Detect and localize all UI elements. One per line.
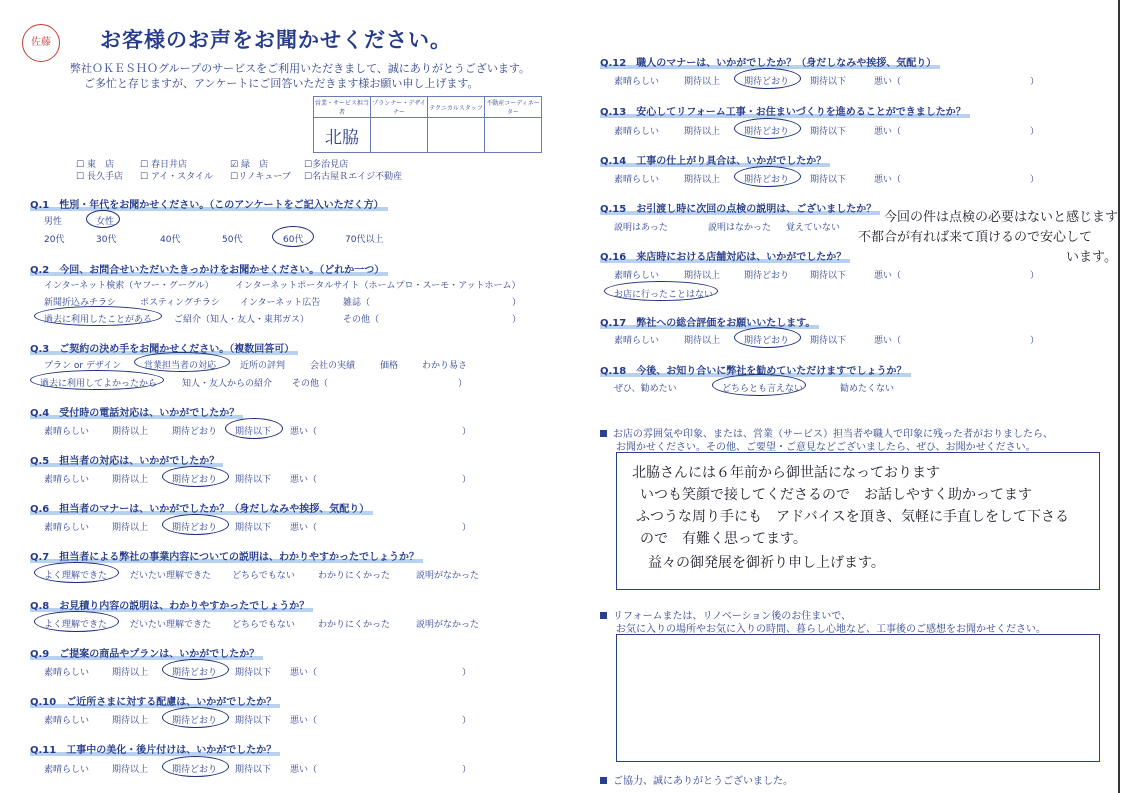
store-checkbox[interactable]: ☐名古屋Ｒエイジ不動産 <box>304 172 403 182</box>
option: ） <box>512 315 522 325</box>
rating-option[interactable]: 期待以下 <box>810 77 847 87</box>
option[interactable]: 営業担当者の対応 <box>144 361 217 371</box>
seal-stamp: 佐藤 <box>22 24 60 62</box>
option[interactable]: インターネットポータルサイト（ホームプロ・スーモ・アットホーム） <box>235 281 521 291</box>
rating-option[interactable]: 素晴らしい <box>614 336 660 346</box>
rating-option: ） <box>1030 271 1040 281</box>
answer-circle <box>734 166 801 187</box>
option[interactable]: 説明はあった <box>614 223 668 233</box>
rating-option[interactable]: 悪い（ <box>874 127 902 137</box>
question-4: Q.4 受付時の電話対応は、いかがでしたか？ <box>30 404 243 419</box>
rating-option: ） <box>462 716 472 726</box>
store-checkbox[interactable]: ☐ 長久手店 <box>76 172 123 182</box>
rating-option[interactable]: 期待以上 <box>112 475 149 485</box>
rating-option: ） <box>462 668 472 678</box>
rating-option[interactable]: 悪い（ <box>874 271 902 281</box>
question-6: Q.6 担当者のマナーは、いかがでしたか？（身だしなみや挨拶、気配り） <box>30 500 373 515</box>
footer-thanks: ご協力、誠にありがとうございました。 <box>600 772 793 787</box>
rating-option[interactable]: 悪い（ <box>290 475 318 485</box>
intro-line-2: ご多忙と存じますが、アンケートにご回答いただきます様お願い申し上げます。 <box>84 77 479 90</box>
option[interactable]: 過去に利用してよかったから <box>40 379 158 389</box>
option[interactable]: 説明はなかった <box>708 223 772 233</box>
comment-section-label-2: お聞かせください。その他、ご要望・ご意見などございましたら、ぜひ、お聞かせください。 <box>616 442 1036 453</box>
answer-circle <box>734 68 801 89</box>
rating-option: ） <box>462 475 472 485</box>
answer-circle <box>162 707 229 728</box>
rating-option[interactable]: 期待以上 <box>684 336 721 346</box>
option[interactable]: 価格 <box>380 361 399 371</box>
rating-option[interactable]: 説明がなかった <box>416 571 480 581</box>
store-checkbox[interactable]: ☐多治見店 <box>304 160 349 170</box>
intro-line-1: 弊社ＯＫＥＳＨＯグループのサービスをご利用いただきまして、誠にありがとうございます。 <box>70 62 531 75</box>
question-11: Q.11 工事中の美化・後片付けは、いかがでしたか？ <box>30 741 280 756</box>
staff-header: テクニカルスタッフ <box>428 97 485 118</box>
rating-option: ） <box>1030 127 1040 137</box>
staff-tech-name[interactable] <box>428 118 485 153</box>
option[interactable]: 過去に利用したことがある <box>44 315 153 325</box>
answer-circle <box>734 327 801 348</box>
rating-option[interactable]: だいたい理解できた <box>130 571 212 581</box>
rating-option: ） <box>462 427 472 437</box>
question-9: Q.9 ご提案の商品やプランは、いかがでしたか？ <box>30 645 263 660</box>
option[interactable]: 覚えていない <box>786 223 841 233</box>
handwritten-note: います。 <box>1066 250 1117 265</box>
rating-option[interactable]: 期待どおり <box>744 127 790 137</box>
rating-option[interactable]: 素晴らしい <box>44 523 90 533</box>
rating-option[interactable]: 素晴らしい <box>44 475 90 485</box>
rating-option[interactable]: 素晴らしい <box>44 427 90 437</box>
rating-option[interactable]: 期待以上 <box>684 175 721 185</box>
comment-line: 北脇さんには６年前から御世話になっております <box>632 465 940 481</box>
answer-circle <box>734 118 801 139</box>
question-16: Q.16 来店時における店舗対応は、いかがでしたか？ <box>600 248 850 263</box>
staff-planner-name[interactable] <box>371 118 428 153</box>
rating-option[interactable]: 期待以上 <box>112 668 149 678</box>
rating-option[interactable]: 説明がなかった <box>416 620 480 630</box>
option: ） <box>458 379 468 389</box>
option[interactable]: 知人・友人からの紹介 <box>182 379 273 389</box>
rating-option[interactable]: 期待どおり <box>172 765 218 775</box>
option[interactable]: 男性 <box>44 217 63 227</box>
rating-option[interactable]: 悪い（ <box>290 716 318 726</box>
impression-section-label-2: お気に入りの場所やお気に入りの時間、暮らし心地など、工事後のご感想をお聞かせください。 <box>616 624 1046 635</box>
staff-header: 不動産コーディネーター <box>485 97 542 118</box>
scan-edge <box>1118 0 1120 793</box>
rating-option[interactable]: 悪い（ <box>874 77 902 87</box>
option[interactable]: ぜひ、勧めたい <box>614 384 677 394</box>
rating-option[interactable]: 期待以上 <box>684 77 721 87</box>
rating-option[interactable]: わかりにくかった <box>318 571 391 581</box>
rating-option[interactable]: 期待どおり <box>744 175 790 185</box>
rating-option[interactable]: 期待どおり <box>172 427 218 437</box>
answer-circle <box>134 352 230 372</box>
option[interactable]: インターネット検索（ヤフー・グーグル） <box>44 281 214 291</box>
question-15: Q.15 お引渡し時に次回の点検の説明は、ございましたか？ <box>600 200 880 215</box>
option[interactable]: 20代 <box>44 235 65 245</box>
comment-section-label: お店の雰囲気や印象、または、営業（サービス）担当者や職人で印象に残った者がおりましたら、 <box>600 425 1053 440</box>
option[interactable]: わかり易さ <box>422 361 468 371</box>
rating-option[interactable]: 期待どおり <box>172 716 218 726</box>
option[interactable]: インターネット広告 <box>240 298 321 308</box>
option[interactable]: 会社の実績 <box>310 361 356 371</box>
handwritten-note: 不都合が有れば来て頂けるので安心して <box>858 230 1093 245</box>
answer-circle <box>162 466 229 487</box>
option[interactable]: その他（ <box>292 379 329 389</box>
question-13: Q.13 安心してリフォーム工事・お住まいづくりを進めることができましたか？ <box>600 103 970 118</box>
rating-option[interactable]: 悪い（ <box>290 523 318 533</box>
rating-option: ） <box>462 765 472 775</box>
store-checkbox-checked[interactable]: ☑ 緑 店 <box>230 160 268 170</box>
rating-option[interactable]: 期待どおり <box>744 271 790 281</box>
question-10: Q.10 ご近所さまに対する配慮は、いかがでしたか？ <box>30 693 280 708</box>
rating-option[interactable]: 期待以下 <box>235 716 272 726</box>
answer-circle <box>162 514 229 535</box>
option[interactable]: 50代 <box>222 235 243 245</box>
answer-circle <box>34 306 162 326</box>
rating-option[interactable]: 期待どおり <box>744 77 790 87</box>
handwritten-note: 今回の件は点検の必要はないと感じます <box>884 210 1119 225</box>
answer-circle <box>162 659 229 680</box>
rating-option[interactable]: 悪い（ <box>290 427 318 437</box>
store-checkbox[interactable]: ☐リノキューブ <box>230 172 291 182</box>
rating-option[interactable]: 期待以上 <box>112 427 149 437</box>
rating-option[interactable]: 悪い（ <box>874 175 902 185</box>
page-title: お客様のお声をお聞かせください。 <box>100 28 452 52</box>
rating-option[interactable]: 期待以下 <box>235 427 272 437</box>
answer-circle <box>712 374 806 396</box>
rating-option[interactable]: 期待以下 <box>235 475 272 485</box>
option[interactable]: 40代 <box>160 235 181 245</box>
rating-option[interactable]: どちらでもない <box>232 620 295 630</box>
question-1: Q.1 性別・年代をお聞かせください。（このアンケートをご記入いただく方） <box>30 196 388 211</box>
rating-option: ） <box>1030 175 1040 185</box>
store-checkbox[interactable]: ☐ 春日井店 <box>140 160 187 170</box>
rating-option[interactable]: 期待以下 <box>810 271 847 281</box>
option[interactable]: ご紹介（知人・友人・東邦ガス） <box>174 315 310 325</box>
rating-option[interactable]: 期待以下 <box>810 336 847 346</box>
impression-box[interactable] <box>616 634 1100 762</box>
rating-option[interactable]: 期待以下 <box>235 668 272 678</box>
question-2: Q.2 今回、お問合せいただいたきっかけをお聞かせください。（どれか一つ） <box>30 261 388 276</box>
question-3: Q.3 ご契約の決め手をお聞かせください。（複数回答可） <box>30 340 298 355</box>
rating-option[interactable]: 期待以下 <box>810 175 847 185</box>
staff-realestate-name[interactable] <box>485 118 542 153</box>
option[interactable]: どちらとも言えない <box>722 384 804 394</box>
rating-option[interactable]: 期待以上 <box>684 127 721 137</box>
comment-line: ので 有難く思ってます。 <box>640 531 807 547</box>
option[interactable]: 新聞折込みチラシ <box>44 298 117 308</box>
store-checkbox[interactable]: ☐ アイ・スタイル <box>140 172 213 182</box>
rating-option[interactable]: 期待以下 <box>810 127 847 137</box>
staff-sales-name[interactable]: 北脇 <box>314 118 371 153</box>
rating-option[interactable]: わかりにくかった <box>318 620 391 630</box>
option[interactable]: 女性 <box>96 217 115 227</box>
staff-table <box>313 96 542 153</box>
staff-header: プランナー・デザイナー <box>371 97 428 118</box>
comment-line: いつも笑顔で接してくださるので お話しやすく助かってます <box>640 487 1032 503</box>
rating-option[interactable]: 期待以下 <box>235 765 272 775</box>
rating-option[interactable]: 素晴らしい <box>614 175 660 185</box>
question-7: Q.7 担当者による弊社の事業内容についての説明は、わかりやすかったでしょうか？ <box>30 548 423 563</box>
question-17: Q.17 弊社への総合評価をお願いいたします。 <box>600 314 819 329</box>
staff-header: 営業・サービス担当者 <box>314 97 371 118</box>
rating-option[interactable]: 素晴らしい <box>614 127 660 137</box>
rating-option[interactable]: よく理解できた <box>44 571 108 581</box>
question-8: Q.8 お見積り内容の説明は、わかりやすかったでしょうか？ <box>30 597 313 612</box>
answer-circle <box>272 226 314 247</box>
answer-circle <box>34 562 119 583</box>
option[interactable]: 勧めたくない <box>840 384 895 394</box>
rating-option[interactable]: 素晴らしい <box>614 271 660 281</box>
question-14: Q.14 工事の仕上がり具合は、いかがでしたか？ <box>600 152 830 167</box>
rating-option[interactable]: 期待以上 <box>112 765 149 775</box>
question-5: Q.5 担当者の対応は、いかがでしたか？ <box>30 452 223 467</box>
option[interactable]: プラン or デザイン <box>44 361 122 371</box>
rating-option[interactable]: 素晴らしい <box>44 716 90 726</box>
rating-option[interactable]: 素晴らしい <box>44 668 90 678</box>
rating-option[interactable]: どちらでもない <box>232 571 295 581</box>
option[interactable]: 70代以上 <box>345 235 384 245</box>
option[interactable]: お店に行ったことはない <box>614 290 714 300</box>
question-18: Q.18 今後、お知り合いに弊社を勧めていただけますでしょうか？ <box>600 362 911 377</box>
option[interactable]: 30代 <box>96 235 117 245</box>
rating-option[interactable]: 期待どおり <box>172 523 218 533</box>
store-checkbox[interactable]: ☐ 東 店 <box>76 160 114 170</box>
comment-line: ふつうな周り手にも アドバイスを頂き、気軽に手直しをして下さる <box>636 509 1070 525</box>
option[interactable]: ポスティングチラシ <box>140 298 220 308</box>
option[interactable]: 雑誌（ <box>343 298 371 308</box>
option: ） <box>512 298 522 308</box>
rating-option[interactable]: 素晴らしい <box>44 765 90 775</box>
rating-option[interactable]: だいたい理解できた <box>130 620 212 630</box>
rating-option[interactable]: よく理解できた <box>44 620 108 630</box>
answer-circle <box>162 756 229 777</box>
rating-option: ） <box>462 523 472 533</box>
option[interactable]: その他（ <box>343 315 380 325</box>
option[interactable]: 近所の評判 <box>240 361 286 371</box>
answer-circle <box>86 210 120 228</box>
rating-option: ） <box>1030 77 1040 87</box>
answer-circle <box>34 611 119 632</box>
rating-option[interactable]: 悪い（ <box>874 336 902 346</box>
rating-option: ） <box>1030 336 1040 346</box>
comment-line: 益々の御発展を御祈り申し上げます。 <box>648 555 885 571</box>
rating-option[interactable]: 素晴らしい <box>614 77 660 87</box>
rating-option[interactable]: 期待以上 <box>112 716 149 726</box>
rating-option[interactable]: 悪い（ <box>290 668 318 678</box>
answer-circle <box>225 418 283 439</box>
option[interactable]: 60代 <box>283 235 304 245</box>
rating-option[interactable]: 期待どおり <box>172 668 218 678</box>
rating-option[interactable]: 悪い（ <box>290 765 318 775</box>
rating-option[interactable]: 期待以下 <box>235 523 272 533</box>
rating-option[interactable]: 期待以上 <box>112 523 149 533</box>
rating-option[interactable]: 期待どおり <box>744 336 790 346</box>
rating-option[interactable]: 期待どおり <box>172 475 218 485</box>
answer-circle <box>30 370 164 390</box>
answer-circle <box>604 281 718 301</box>
rating-option[interactable]: 期待以上 <box>684 271 721 281</box>
impression-section-label: リフォームまたは、リノベーション後のお住まいで、 <box>600 607 851 622</box>
question-12: Q.12 職人のマナーは、いかがでしたか？（身だしなみや挨拶、気配り） <box>600 54 940 69</box>
